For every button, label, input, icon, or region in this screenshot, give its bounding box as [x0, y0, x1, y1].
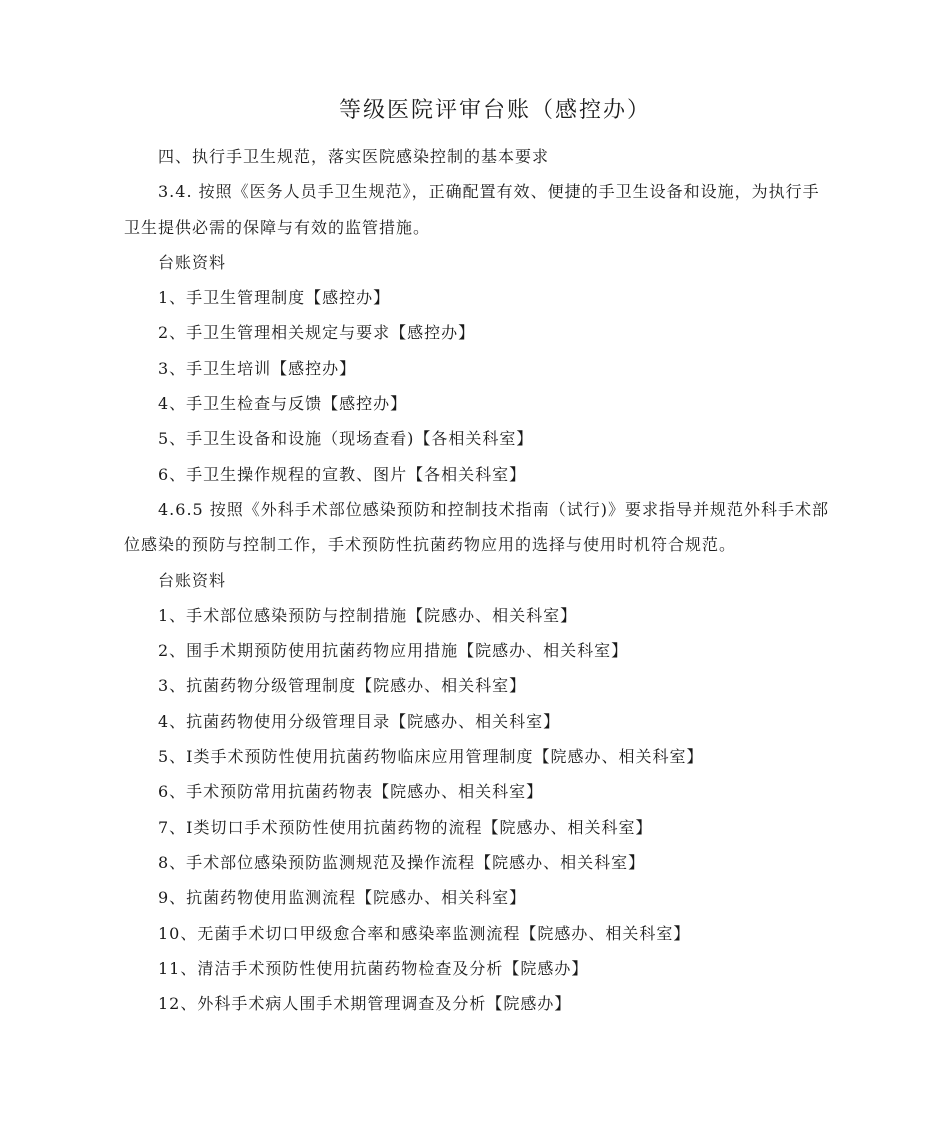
section-heading: 四、执行手卫生规范，落实医院感染控制的基本要求: [158, 147, 550, 166]
record-4-6-5-4: 4、抗菌药物使用分级管理目录【院感办、相关科室】: [158, 711, 561, 731]
record-3-4-3: 3、手卫生培训【感控办】: [158, 358, 357, 378]
requirement-3-4: 3.4. 按照《医务人员手卫生规范》，正确配置有效、便捷的手卫生设备和设施，为执行手 卫生提供必需的保障与有效的监管措施。: [124, 182, 820, 237]
record-3-4-6: 6、手卫生操作规程的宣教、图片【各相关科室】: [158, 464, 527, 484]
record-4-6-5-2: 2、围手术期预防使用抗菌药物应用措施【院感办、相关科室】: [158, 641, 629, 661]
requirement-4-6-5: 4.6.5 按照《外科手术部位感染预防和控制技术指南（试行)》要求指导并规范外科手术部 位感染的预防与控制工作，手术预防性抗菌药物应用的选择与使用时机符合规范。: [124, 499, 830, 555]
record-4-6-5-11: 11、清洁手术预防性使用抗菌药物检查及分析【院感办】: [158, 958, 589, 978]
record-4-6-5-9: 9、抗菌药物使用监测流程【院感办、相关科室】: [158, 888, 527, 908]
records-label-3-4: 台账资料: [158, 252, 227, 272]
record-4-6-5-8: 8、手术部位感染预防监测规范及操作流程【院感办、相关科室】: [158, 852, 646, 872]
record-3-4-1: 1、手卫生管理制度【感控办】: [158, 288, 391, 308]
record-3-4-2: 2、手卫生管理相关规定与要求【感控办】: [158, 323, 476, 343]
record-3-4-5: 5、手卫生设备和设施（现场查看)【各相关科室】: [158, 429, 534, 449]
record-4-6-5-7: 7、Ⅰ类切口手术预防性使用抗菌药物的流程【院感办、相关科室】: [158, 817, 653, 837]
record-4-6-5-1: 1、手术部位感染预防与控制措施【院感办、相关科室】: [158, 605, 578, 625]
record-4-6-5-6: 6、手术预防常用抗菌药物表【院感办、相关科室】: [158, 782, 544, 802]
document-body: [124, 139, 836, 1021]
record-3-4-4: 4、手卫生检查与反馈【感控办】: [158, 394, 408, 414]
record-4-6-5-5: 5、Ⅰ类手术预防性使用抗菌药物临床应用管理制度【院感办、相关科室】: [158, 747, 704, 767]
record-4-6-5-12: 12、外科手术病人围手术期管理调查及分析【院感办】: [158, 994, 572, 1014]
records-label-4-6-5: 台账资料: [158, 570, 227, 590]
document-title: 等级医院评审台账（感控办）: [338, 98, 651, 123]
record-4-6-5-3: 3、抗菌药物分级管理制度【院感办、相关科室】: [158, 676, 527, 696]
record-4-6-5-10: 10、无菌手术切口甲级愈合率和感染率监测流程【院感办、相关科室】: [158, 923, 691, 943]
